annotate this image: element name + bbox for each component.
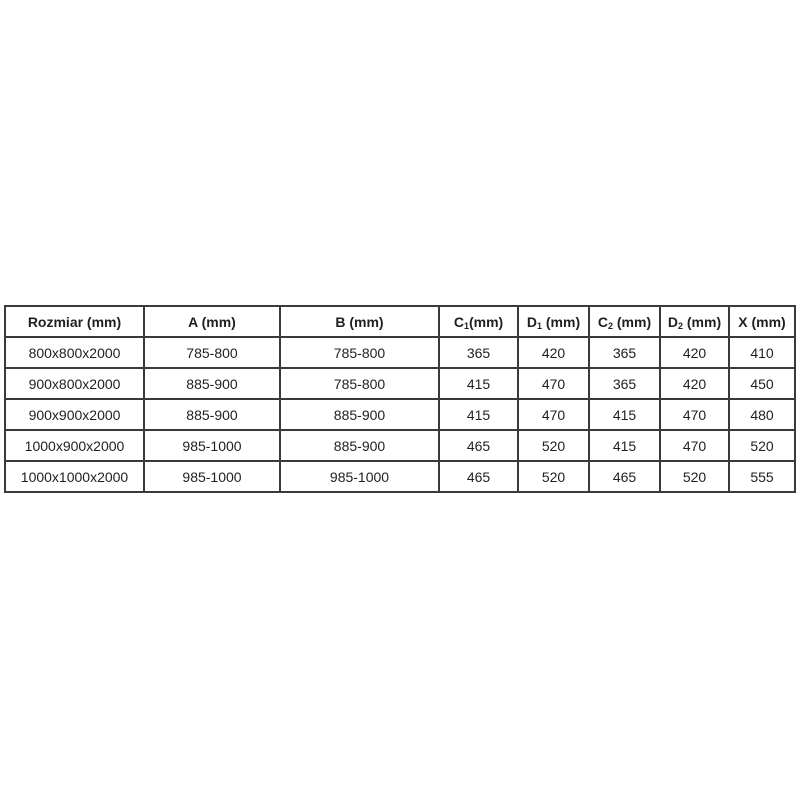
column-header-8: X (mm) [729, 306, 795, 337]
table-row [5, 337, 795, 368]
table-row [5, 430, 795, 461]
table-cell: 465 [439, 430, 518, 461]
table-cell: 985-1000 [144, 461, 280, 492]
dimensions-table [4, 305, 796, 493]
table-cell: 465 [439, 461, 518, 492]
table-cell: 985-1000 [144, 430, 280, 461]
table-cell: 420 [660, 337, 729, 368]
column-header-7: $D_2$ (mm) [660, 306, 729, 337]
dimensions-table-head [5, 306, 795, 337]
table-cell: 520 [660, 461, 729, 492]
table-row [5, 368, 795, 399]
table-row [5, 461, 795, 492]
table-cell: 415 [439, 399, 518, 430]
table-cell: 885-900 [144, 368, 280, 399]
table-cell: 785-800 [280, 368, 439, 399]
subscript: 1 [536, 320, 542, 331]
table-cell: 900x900x2000 [5, 399, 144, 430]
table-cell: 885-900 [280, 399, 439, 430]
table-cell: 415 [589, 399, 660, 430]
table-cell: 470 [518, 368, 589, 399]
table-cell: 520 [518, 430, 589, 461]
table-cell: 900x800x2000 [5, 368, 144, 399]
column-header-5: $D_1$ (mm) [518, 306, 589, 337]
subscript: 2 [607, 320, 613, 331]
table-cell: 415 [589, 430, 660, 461]
header-row [5, 306, 795, 337]
subscript: 1 [463, 320, 469, 331]
table-cell: 785-800 [280, 337, 439, 368]
table-cell: 410 [729, 337, 795, 368]
table-cell: 365 [439, 337, 518, 368]
table-cell: 470 [660, 430, 729, 461]
table-cell: 450 [729, 368, 795, 399]
column-header-4: $C_1(mm)$ [439, 306, 518, 337]
column-header-3: B (mm) [280, 306, 439, 337]
table-cell: 365 [589, 368, 660, 399]
table-cell: 480 [729, 399, 795, 430]
table-cell: 420 [660, 368, 729, 399]
table-cell: 885-900 [280, 430, 439, 461]
table-cell: 465 [589, 461, 660, 492]
table-cell: 1000x900x2000 [5, 430, 144, 461]
table-row [5, 399, 795, 430]
column-header-2: A (mm) [144, 306, 280, 337]
table-cell: 985-1000 [280, 461, 439, 492]
table-cell: 800x800x2000 [5, 337, 144, 368]
table-cell: 520 [518, 461, 589, 492]
table-cell: 415 [439, 368, 518, 399]
column-header-1: Rozmiar (mm) [5, 306, 144, 337]
table-cell: 470 [660, 399, 729, 430]
table-cell: 420 [518, 337, 589, 368]
table-cell: 365 [589, 337, 660, 368]
table-cell: 885-900 [144, 399, 280, 430]
table-cell: 555 [729, 461, 795, 492]
table-cell: 1000x1000x2000 [5, 461, 144, 492]
table-cell: 785-800 [144, 337, 280, 368]
dimensions-table-body [5, 337, 795, 492]
table-cell: 520 [729, 430, 795, 461]
column-header-6: $C_2$ (mm) [589, 306, 660, 337]
table-cell: 470 [518, 399, 589, 430]
subscript: 2 [677, 320, 683, 331]
